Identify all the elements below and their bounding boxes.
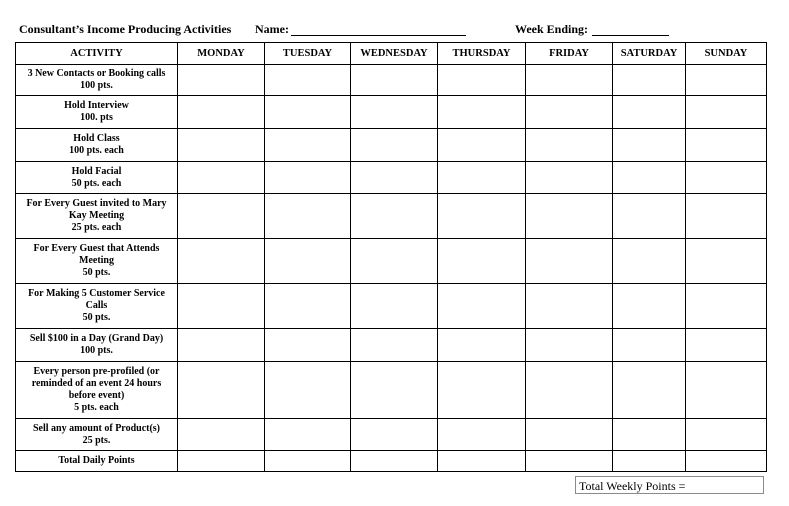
table-row: [16, 96, 767, 129]
day-cell-tuesday[interactable]: [265, 419, 351, 451]
day-cell-monday[interactable]: [178, 419, 265, 451]
week-ending-field[interactable]: [592, 35, 669, 36]
activity-label: For Making 5 Customer Service Calls: [28, 288, 165, 311]
table-row: [16, 162, 767, 194]
table-row: [16, 129, 767, 162]
week-ending-label: Week Ending:: [515, 22, 589, 36]
activity-points: 25 pts.: [82, 434, 111, 446]
day-cell-saturday[interactable]: [613, 362, 686, 419]
day-cell-tuesday[interactable]: [265, 451, 351, 472]
activity-cell: [16, 96, 178, 129]
column-header-thursday: THURSDAY: [438, 43, 526, 65]
day-cell-saturday[interactable]: [613, 96, 686, 129]
column-header-activity: ACTIVITY: [16, 43, 178, 65]
day-cell-monday[interactable]: [178, 96, 265, 129]
activity-cell: [16, 129, 178, 162]
day-cell-sunday[interactable]: [686, 362, 767, 419]
table-row: [16, 362, 767, 419]
activity-cell: [16, 162, 178, 194]
day-cell-wednesday[interactable]: [351, 239, 438, 284]
day-cell-tuesday[interactable]: [265, 96, 351, 129]
day-cell-friday[interactable]: [526, 96, 613, 129]
activity-cell: [16, 419, 178, 451]
day-cell-monday[interactable]: [178, 239, 265, 284]
table-row: [16, 284, 767, 329]
day-cell-friday[interactable]: [526, 451, 613, 472]
activity-points: 50 pts.: [82, 267, 111, 278]
activity-points: 100 pts.: [80, 345, 113, 356]
day-cell-tuesday[interactable]: [265, 65, 351, 96]
table-row: [16, 329, 767, 362]
day-cell-friday[interactable]: [526, 162, 613, 194]
day-cell-thursday[interactable]: [438, 129, 526, 162]
day-cell-saturday[interactable]: [613, 129, 686, 162]
header: [19, 22, 779, 38]
activity-cell: [16, 65, 178, 96]
day-cell-monday[interactable]: [178, 65, 265, 96]
day-cell-friday[interactable]: [526, 284, 613, 329]
day-cell-sunday[interactable]: [686, 239, 767, 284]
activity-points: 100 pts. each: [69, 145, 124, 156]
day-cell-sunday[interactable]: [686, 329, 767, 362]
page-title: Consultant’s Income Producing Activities: [19, 22, 232, 36]
day-cell-friday[interactable]: [526, 65, 613, 96]
day-cell-sunday[interactable]: [686, 65, 767, 96]
activity-points: 50 pts. each: [71, 177, 122, 189]
day-cell-sunday[interactable]: [686, 162, 767, 194]
day-cell-thursday[interactable]: [438, 65, 526, 96]
day-cell-monday[interactable]: [178, 129, 265, 162]
table-row: [16, 194, 767, 239]
day-cell-monday[interactable]: [178, 194, 265, 239]
day-cell-saturday[interactable]: [613, 284, 686, 329]
day-cell-tuesday[interactable]: [265, 362, 351, 419]
day-cell-tuesday[interactable]: [265, 162, 351, 194]
activity-label: Sell $100 in a Day (Grand Day): [29, 333, 164, 344]
day-cell-sunday[interactable]: [686, 96, 767, 129]
activity-points: 100 pts.: [80, 80, 113, 91]
day-cell-sunday[interactable]: [686, 284, 767, 329]
day-cell-thursday[interactable]: [438, 162, 526, 194]
activity-label: For Every Guest invited to Mary Kay Meeting: [26, 198, 167, 221]
day-cell-wednesday[interactable]: [351, 129, 438, 162]
day-cell-friday[interactable]: [526, 419, 613, 451]
day-cell-saturday[interactable]: [613, 162, 686, 194]
day-cell-friday[interactable]: [526, 129, 613, 162]
column-header-wednesday: WEDNESDAY: [351, 43, 438, 65]
activity-points: 50 pts.: [82, 312, 111, 323]
column-header-sunday: SUNDAY: [686, 43, 767, 65]
column-header-friday: FRIDAY: [526, 43, 613, 65]
day-cell-wednesday[interactable]: [351, 284, 438, 329]
activity-points: 5 pts. each: [74, 402, 119, 413]
activity-label: Total Daily Points: [58, 455, 135, 466]
day-cell-wednesday[interactable]: [351, 329, 438, 362]
day-cell-tuesday[interactable]: [265, 329, 351, 362]
day-cell-saturday[interactable]: [613, 419, 686, 451]
column-header-saturday: SATURDAY: [613, 43, 686, 65]
day-cell-monday[interactable]: [178, 451, 265, 472]
day-cell-wednesday[interactable]: [351, 162, 438, 194]
day-cell-wednesday[interactable]: [351, 65, 438, 96]
activity-label: Hold Class: [73, 133, 120, 144]
day-cell-friday[interactable]: [526, 239, 613, 284]
day-cell-tuesday[interactable]: [265, 284, 351, 329]
day-cell-monday[interactable]: [178, 284, 265, 329]
activity-label: For Every Guest that Attends Meeting: [33, 243, 160, 266]
table-row: [16, 65, 767, 96]
day-cell-monday[interactable]: [178, 362, 265, 419]
activity-cell: [16, 239, 178, 284]
activity-label: Hold Facial: [71, 165, 122, 177]
activity-table: [15, 42, 767, 472]
day-cell-wednesday[interactable]: [351, 194, 438, 239]
activity-cell: [16, 284, 178, 329]
day-cell-monday[interactable]: [178, 162, 265, 194]
day-cell-tuesday[interactable]: [265, 194, 351, 239]
day-cell-wednesday[interactable]: [351, 96, 438, 129]
name-field[interactable]: [291, 35, 466, 36]
day-cell-saturday[interactable]: [613, 451, 686, 472]
name-label: Name:: [255, 22, 289, 36]
day-cell-friday[interactable]: [526, 362, 613, 419]
header-row: [16, 43, 767, 65]
day-cell-thursday[interactable]: [438, 284, 526, 329]
day-cell-sunday[interactable]: [686, 451, 767, 472]
table-row: [16, 419, 767, 451]
day-cell-thursday[interactable]: [438, 329, 526, 362]
activity-cell: [16, 329, 178, 362]
day-cell-saturday[interactable]: [613, 329, 686, 362]
day-cell-thursday[interactable]: [438, 451, 526, 472]
day-cell-wednesday[interactable]: [351, 451, 438, 472]
day-cell-saturday[interactable]: [613, 239, 686, 284]
day-cell-thursday[interactable]: [438, 239, 526, 284]
activity-label: Sell any amount of Product(s): [32, 422, 161, 434]
activity-cell: [16, 362, 178, 419]
activity-cell: [16, 194, 178, 239]
activity-cell: [16, 451, 178, 472]
day-cell-thursday[interactable]: [438, 194, 526, 239]
day-cell-thursday[interactable]: [438, 419, 526, 451]
day-cell-tuesday[interactable]: [265, 129, 351, 162]
day-cell-monday[interactable]: [178, 329, 265, 362]
day-cell-wednesday[interactable]: [351, 419, 438, 451]
activity-points: 25 pts. each: [71, 222, 122, 233]
day-cell-thursday[interactable]: [438, 362, 526, 419]
day-cell-tuesday[interactable]: [265, 239, 351, 284]
total-weekly-points[interactable]: Total Weekly Points =: [575, 476, 764, 494]
table-row: [16, 451, 767, 472]
activity-points: 100. pts: [80, 112, 113, 123]
column-header-tuesday: TUESDAY: [265, 43, 351, 65]
day-cell-saturday[interactable]: [613, 65, 686, 96]
activity-label: Hold Interview: [64, 100, 129, 111]
table-row: [16, 239, 767, 284]
column-header-monday: MONDAY: [178, 43, 265, 65]
day-cell-sunday[interactable]: [686, 194, 767, 239]
activity-label: Every person pre-profiled (or reminded of an event 24 hours before event): [31, 366, 162, 401]
day-cell-thursday[interactable]: [438, 96, 526, 129]
day-cell-saturday[interactable]: [613, 194, 686, 239]
activity-label: 3 New Contacts or Booking calls: [27, 68, 166, 79]
day-cell-friday[interactable]: [526, 329, 613, 362]
day-cell-friday[interactable]: [526, 194, 613, 239]
day-cell-wednesday[interactable]: [351, 362, 438, 419]
day-cell-sunday[interactable]: [686, 419, 767, 451]
day-cell-sunday[interactable]: [686, 129, 767, 162]
